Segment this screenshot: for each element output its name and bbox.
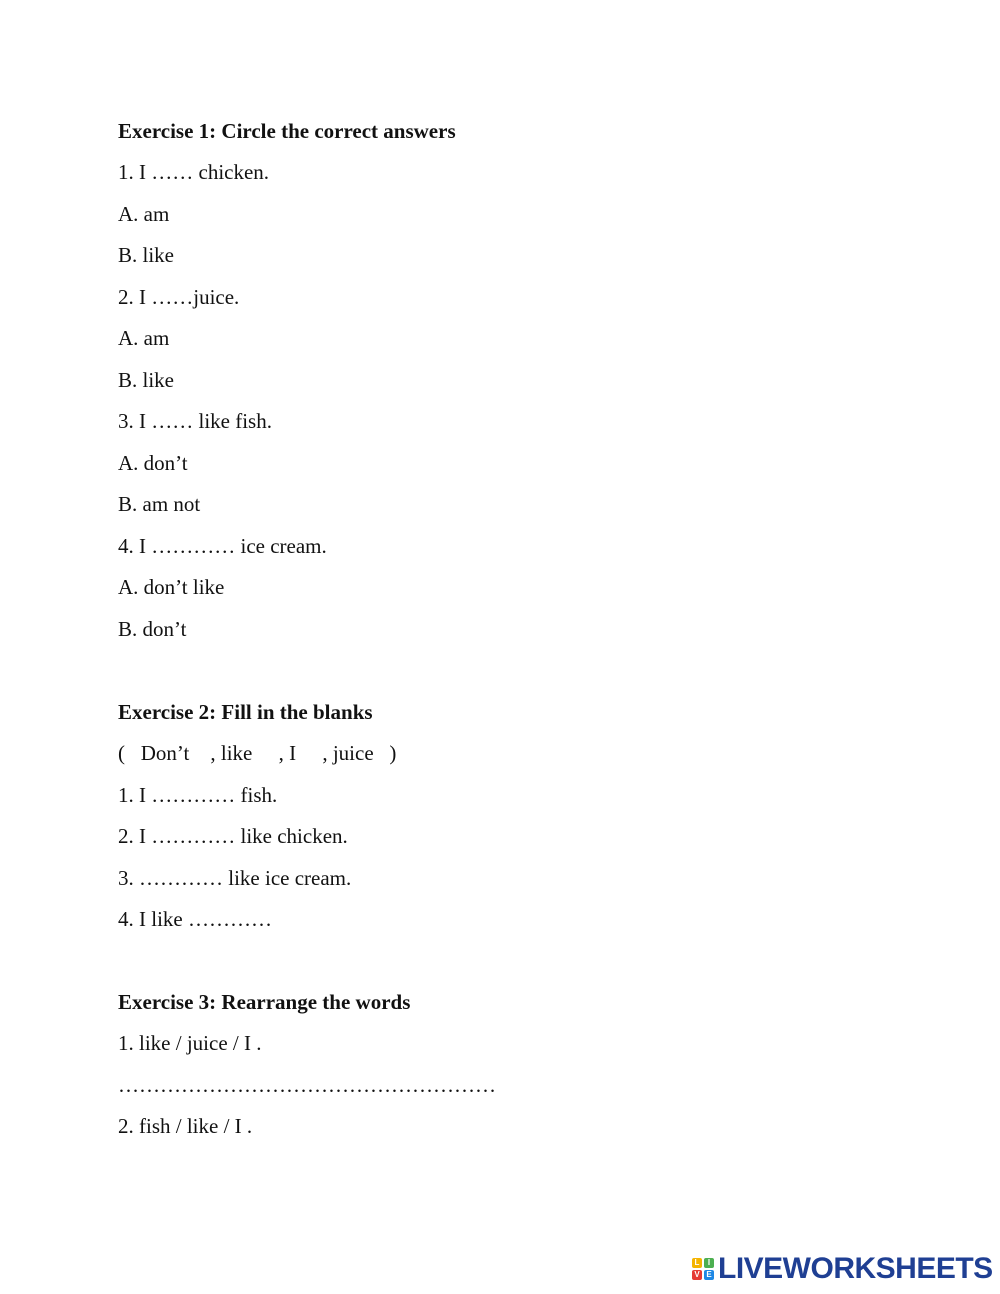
exercise-1-line: B. don’t	[118, 617, 187, 641]
exercise-2-line: 2. I ………… like chicken.	[118, 824, 348, 848]
exercise-1-line: A. don’t like	[118, 575, 225, 599]
exercise-1-line: A. am	[118, 202, 170, 226]
exercise-1-heading: Exercise 1: Circle the correct answers	[118, 119, 456, 143]
exercise-3-heading: Exercise 3: Rearrange the words	[118, 990, 411, 1014]
logo-mark-icon	[692, 1258, 714, 1280]
exercise-2-line: 1. I ………… fish.	[118, 783, 278, 807]
exercise-2-line: 4. I like …………	[118, 907, 272, 931]
exercise-1-line: A. am	[118, 326, 170, 350]
exercise-1-line: B. like	[118, 243, 174, 267]
logo-tile: E	[704, 1270, 714, 1280]
exercise-1-line: 4. I ………… ice cream.	[118, 534, 327, 558]
exercise-2-heading: Exercise 2: Fill in the blanks	[118, 700, 373, 724]
word-bank: ( Don’t , like , I , juice )	[118, 741, 397, 765]
logo-tile: I	[704, 1258, 714, 1268]
answer-line: ………………………………………………	[118, 1073, 496, 1097]
exercise-1-line: B. like	[118, 368, 174, 392]
liveworksheets-logo	[692, 1252, 993, 1286]
exercise-1-line: 2. I ……juice.	[118, 285, 240, 309]
exercise-3-line: 2. fish / like / I .	[118, 1114, 253, 1138]
exercise-1-line: A. don’t	[118, 451, 188, 475]
exercise-1-line: 3. I …… like fish.	[118, 409, 272, 433]
exercise-3-line: 1. like / juice / I .	[118, 1031, 262, 1055]
exercise-2-line: 3. ………… like ice cream.	[118, 866, 352, 890]
logo-text: LIVEWORKSHEETS	[718, 1252, 993, 1285]
exercise-1-line: 1. I …… chicken.	[118, 160, 270, 184]
logo-tile: V	[692, 1270, 702, 1280]
exercise-1-line: B. am not	[118, 492, 201, 516]
logo-tile: L	[692, 1258, 702, 1268]
